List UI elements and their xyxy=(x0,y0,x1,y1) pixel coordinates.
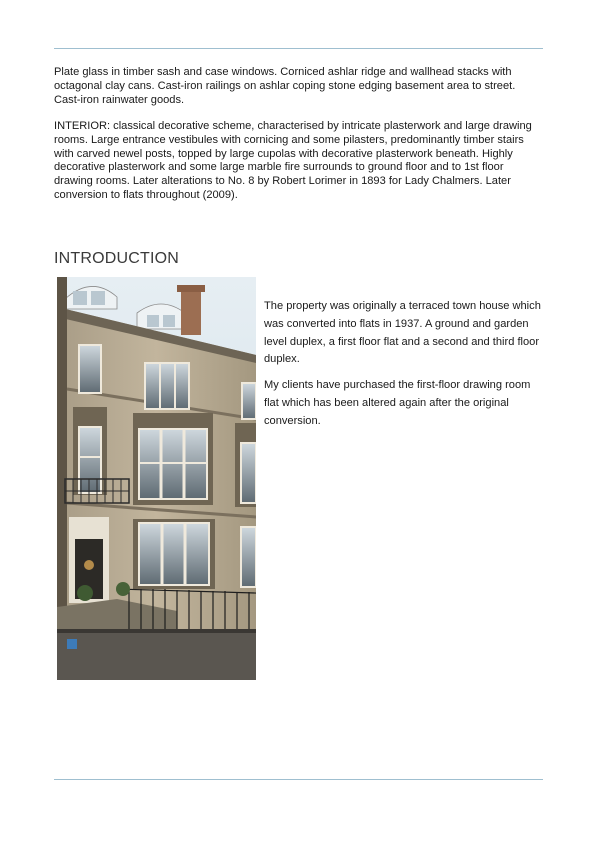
intro-paragraph-1: The property was originally a terraced town house which was converted into flats in 1937. A ground and garden level duplex, a first floor flat and a second and third floor duplex. xyxy=(264,300,541,366)
townhouse-photo xyxy=(57,277,256,680)
body-paragraph-interior: INTERIOR: classical decorative scheme, characterised by intricate plasterwork and large drawing rooms. Large entrance vestibules with cornicing and some pilasters, predominantly timber stairs with carved newel posts, topped by large cupolas with decorative plasterwork beneath. Highly decorative plasterwork and some large marble fire surrounds to ground floor and to 1st floor drawing rooms. Later alterations to No. 8 by Robert Lorimer in 1893 for Lady Chalmers. Later conversion to flats throughout (2009). xyxy=(54,120,532,201)
body-paragraph-exterior: Plate glass in timber sash and case windows. Corniced ashlar ridge and wallhead stacks with octagonal clay cans. Cast-iron railings on ashlar coping stone edging basement area to street. Cast-iron rainwater goods. xyxy=(54,66,516,106)
section-heading-introduction: INTRODUCTION xyxy=(54,250,180,267)
bottom-rule xyxy=(54,779,543,780)
top-rule xyxy=(54,48,543,49)
intro-paragraph-2: My clients have purchased the first-floor drawing room flat which has been altered again after the original conversion. xyxy=(264,379,531,427)
